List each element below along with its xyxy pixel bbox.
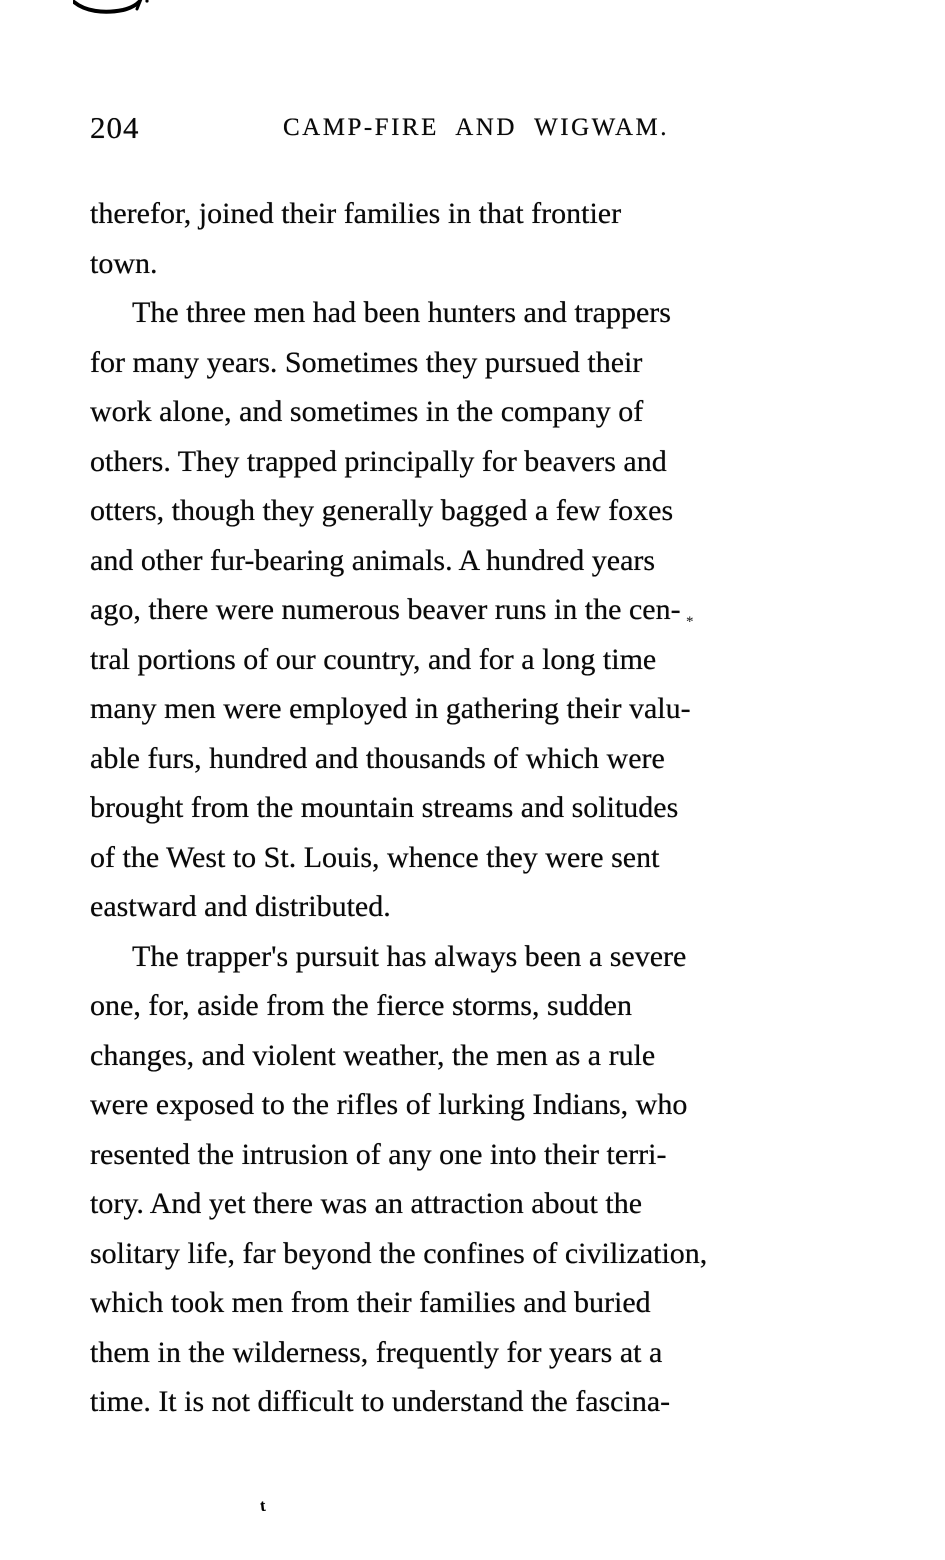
text-line: and other fur-bearing animals. A hundred years <box>90 543 656 577</box>
text-line: were exposed to the rifles of lurking Indians, who <box>90 1088 688 1121</box>
text-line: town. <box>90 246 158 280</box>
text-line: changes, and violent weather, the men as a rule <box>90 1038 656 1072</box>
printing-artifact-asterisk: * <box>686 614 694 630</box>
text-line: therefor, joined their families in that frontier <box>90 197 622 230</box>
text-line: able furs, hundred and thousands of which were <box>90 741 665 775</box>
running-head <box>90 108 862 152</box>
text-line: resented the intrusion of any one into their terri- <box>90 1137 667 1171</box>
text-line: brought from the mountain streams and solitudes <box>90 791 679 824</box>
ink-speck-mark: t <box>258 1495 267 1516</box>
text-line: The three men had been hunters and trappers <box>132 296 671 329</box>
text-line: time. It is not difficult to understand the fascina- <box>90 1385 671 1418</box>
text-line: tral portions of our country, and for a long time <box>90 642 657 676</box>
text-line: one, for, aside from the fierce storms, sudden <box>90 989 632 1022</box>
text-line: ago, there were numerous beaver runs in the cen- <box>90 593 681 626</box>
text-line: work alone, and sometimes in the company of <box>90 395 644 428</box>
text-line: eastward and distributed. <box>90 890 391 923</box>
running-header-title: CAMP-FIRE AND WIGWAM. <box>282 114 670 141</box>
ink-flourish-mark <box>73 0 163 25</box>
text-line: otters, though they generally bagged a few foxes <box>90 494 674 527</box>
body-text-block <box>90 189 862 1427</box>
text-line: of the West to St. Louis, whence they were sent <box>90 840 660 874</box>
text-line: them in the wilderness, frequently for years at a <box>90 1335 663 1369</box>
text-line: The trapper's pursuit has always been a severe <box>132 939 687 973</box>
text-line: many men were employed in gathering their valu- <box>90 692 691 725</box>
text-line: tory. And yet there was an attraction about the <box>90 1187 643 1220</box>
text-line: others. They trapped principally for beavers and <box>90 444 667 478</box>
text-line: for many years. Sometimes they pursued their <box>90 345 643 379</box>
page-number: 204 <box>90 110 140 145</box>
text-line: solitary life, far beyond the confines of civilization, <box>90 1236 708 1270</box>
text-line: which took men from their families and buried <box>90 1286 651 1319</box>
